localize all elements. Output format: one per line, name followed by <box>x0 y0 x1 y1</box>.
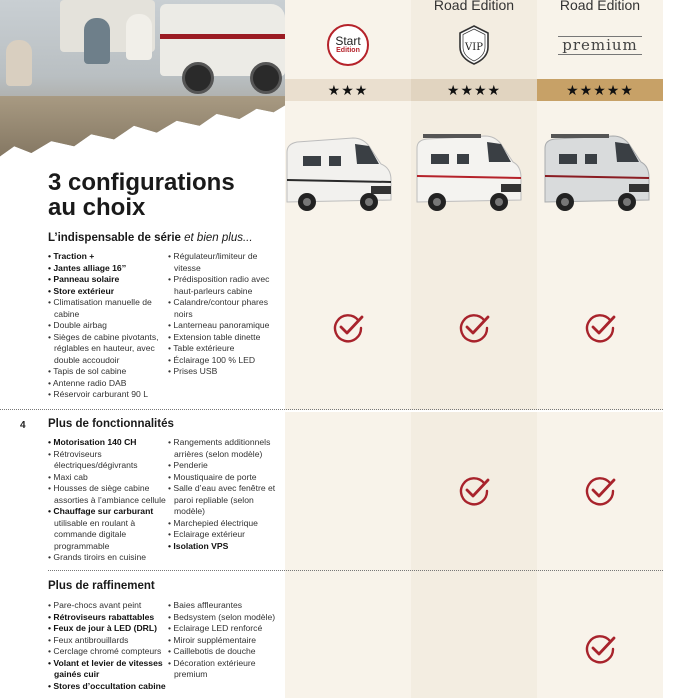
checkmark-icon <box>458 474 490 506</box>
feature-item: • Lanterneau panoramique <box>168 320 270 330</box>
feature-item: • Feux de jour à LED (DRL) <box>48 623 158 633</box>
section-heading-standard <box>48 232 253 244</box>
feature-item: • Calandre/contour phares noirs <box>168 297 268 319</box>
stars-vip: ★★★★ <box>411 79 537 101</box>
stars-premium: ★★★★★ <box>537 79 663 101</box>
feature-item: • Décoration extérieure premium <box>168 657 256 679</box>
feature-item: • Baies affleurantes <box>168 600 243 610</box>
premium-logo-text: premium <box>558 36 642 55</box>
feature-item: • Grands tiroirs en cuisine <box>48 552 147 562</box>
photo-person <box>126 14 152 60</box>
page-number: 4 <box>20 420 26 431</box>
van-image-premium <box>541 130 653 220</box>
vip-shield-icon <box>458 25 490 65</box>
van-image-start <box>283 130 395 220</box>
vip-logo <box>411 16 537 74</box>
feature-item: • Table extérieure <box>168 343 235 353</box>
feature-item: • Régulateur/limiteur de vitesse <box>168 251 258 273</box>
feature-list-standard-left <box>48 251 166 401</box>
feature-item: • Sièges de cabine pivotants, réglables en hauteur, avec double accoudoir <box>48 331 159 365</box>
column-start-bg-lower <box>285 412 411 698</box>
vip-logo-text: VIP <box>465 42 483 53</box>
photo-wheel <box>182 62 214 94</box>
feature-item: • Moustiquaire de porte <box>168 471 257 482</box>
stars-start: ★★★ <box>285 79 411 101</box>
feature-item: • Eclairage LED renforcé <box>168 623 263 633</box>
page-title-line2: au choix <box>48 194 146 221</box>
section-divider <box>48 570 663 571</box>
page-title <box>48 170 278 220</box>
feature-item: • Cerclage chromé compteurs <box>48 646 162 656</box>
section-divider <box>0 409 663 410</box>
photo-wheel <box>250 62 282 94</box>
checkmark-icon <box>584 474 616 506</box>
feature-item: • Bedsystem (selon modèle) <box>168 611 276 622</box>
feature-item: • Marchepied électrique <box>168 517 258 528</box>
start-edition-logo <box>285 16 411 74</box>
feature-item: • Pare-chocs avant peint <box>48 600 142 610</box>
feature-list-standard-right <box>168 251 280 378</box>
feature-item: • Motorisation 140 CH <box>48 437 137 447</box>
feature-item: • Stores d’occultation cabine <box>48 680 166 691</box>
checkmark-icon <box>458 311 490 343</box>
feature-item: • Panneau solaire <box>48 274 120 284</box>
photo-person <box>84 18 110 64</box>
column-header-premium: Road Edition <box>559 0 641 13</box>
feature-item: • Jantes alliage 16’’ <box>48 262 127 273</box>
feature-item: • Climatisation manuelle de cabine <box>48 297 152 319</box>
section-heading-italic: et bien plus... <box>180 232 253 244</box>
feature-item: • Traction + <box>48 251 95 261</box>
feature-item: • Prises USB <box>168 366 218 376</box>
feature-item: • Caillebotis de douche <box>168 646 256 656</box>
checkmark-icon <box>332 311 364 343</box>
feature-list-refinement-right <box>168 600 280 681</box>
feature-list-functionality-right <box>168 437 280 552</box>
feature-item: • Éclairage 100 % LED <box>168 354 256 365</box>
checkmark-icon <box>584 632 616 664</box>
camping-photo <box>0 0 285 170</box>
feature-item: • Prédisposition radio avec haut-parleurs cabine <box>168 274 270 296</box>
feature-item: • Extension table dinette <box>168 331 261 342</box>
start-logo-text: Start <box>335 34 361 48</box>
photo-van-stripe <box>160 34 285 39</box>
feature-item: • Double airbag <box>48 320 107 330</box>
column-vip-bg-lower <box>411 412 537 698</box>
feature-item: • Rétroviseurs électriques/dégivrants <box>48 448 138 470</box>
feature-list-functionality-left <box>48 437 166 564</box>
feature-item: utilisable en roulant à commande digitale programmable <box>54 517 136 551</box>
feature-item: • Rangements additionnels arrières (selon modèle) <box>168 437 271 459</box>
feature-item: • Feux antibrouillards <box>48 634 129 645</box>
feature-item: • Isolation VPS <box>168 540 229 551</box>
feature-item: • Antenne radio DAB <box>48 377 127 388</box>
photo-ground <box>0 96 285 170</box>
feature-item: • Maxi cab <box>48 471 88 482</box>
photo-person <box>6 40 32 86</box>
premium-logo <box>537 16 663 74</box>
feature-item: • Eclairage extérieur <box>168 529 246 539</box>
feature-item: • Réservoir carburant 90 L <box>48 389 148 399</box>
edition-logo-text: Edition <box>336 47 360 54</box>
feature-item: • Tapis de sol cabine <box>48 366 127 376</box>
section-heading-refinement: Plus de raffinement <box>48 580 155 592</box>
column-header-vip: Road Edition <box>433 0 515 13</box>
page-title-line1: 3 configurations <box>48 169 235 196</box>
section-heading-bold: L’indispensable de série <box>48 232 181 244</box>
feature-item: • Penderie <box>168 460 208 470</box>
checkmark-icon <box>584 311 616 343</box>
feature-item: • Store extérieur <box>48 285 115 296</box>
feature-item: • Housses de siège cabine assorties à l’ambiance cellule <box>48 483 166 505</box>
feature-list-refinement-left <box>48 600 166 692</box>
feature-item: • Salle d’eau avec fenêtre et paroi repliable (selon modèle) <box>168 483 276 516</box>
feature-item: • Volant et levier de vitesses gainés cuir <box>48 657 163 679</box>
feature-item: • Miroir supplémentaire <box>168 634 257 645</box>
feature-item: • Chauffage sur carburant <box>48 506 154 516</box>
feature-item: • Rétroviseurs rabattables <box>48 611 155 622</box>
section-heading-functionality: Plus de fonctionnalités <box>48 418 174 430</box>
van-image-vip <box>413 130 525 220</box>
